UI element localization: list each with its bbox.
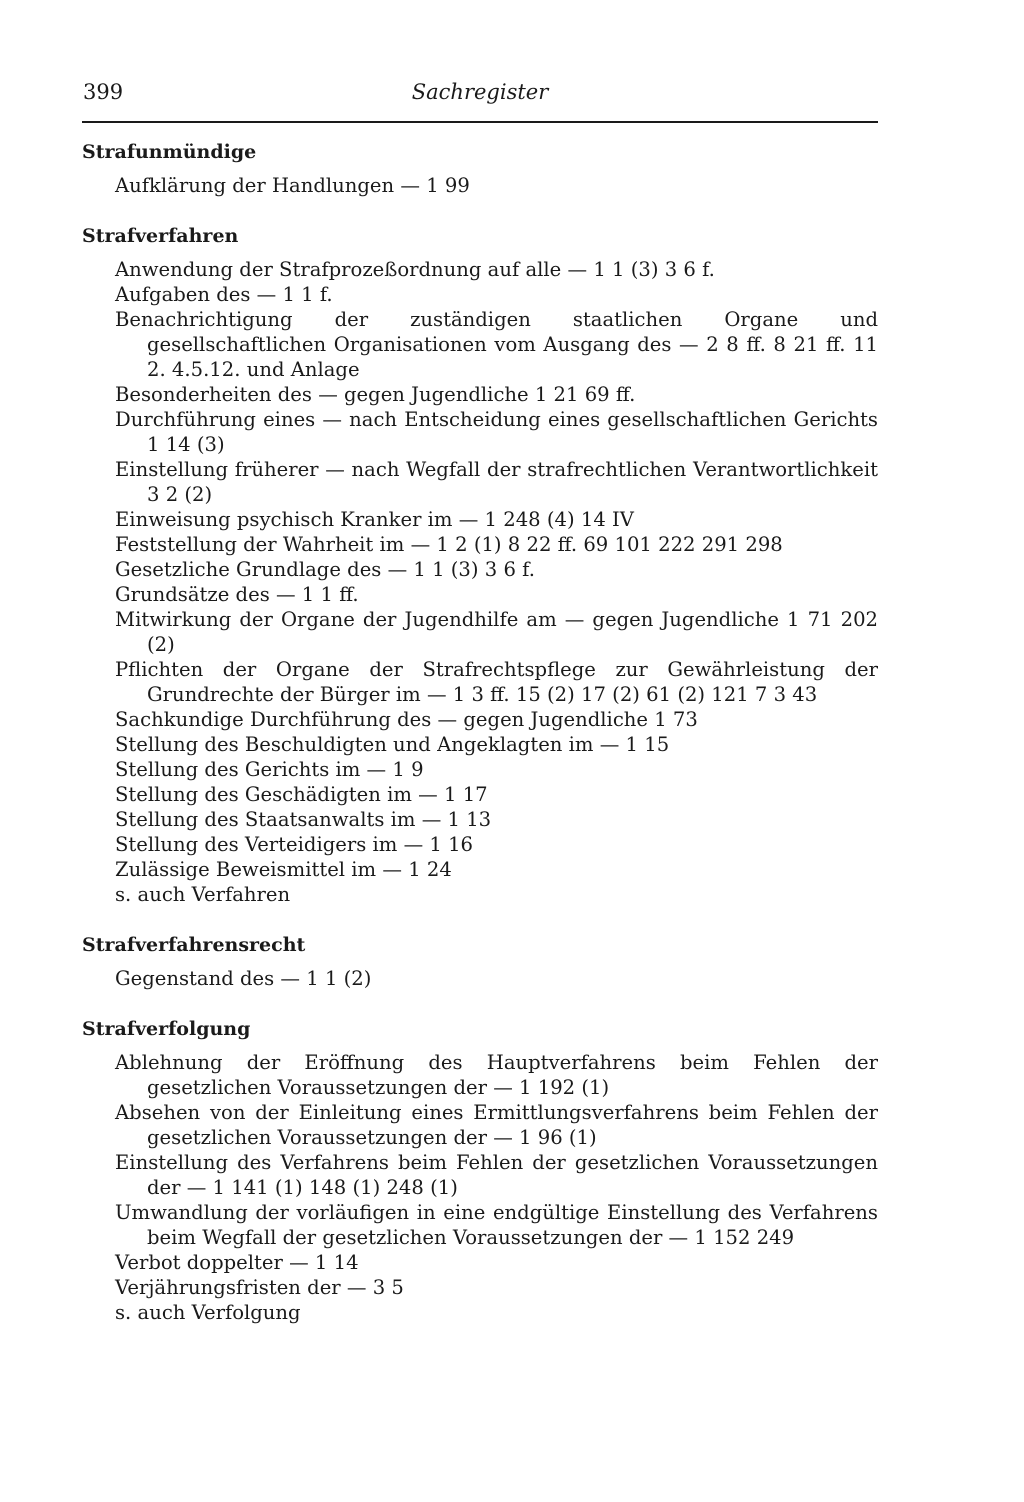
index-heading: Strafverfolgung (82, 1018, 251, 1040)
index-entry: s. auch Verfolgung (115, 1301, 301, 1324)
index-entry: s. auch Verfahren (115, 883, 291, 906)
index-entry: Sachkundige Durchführung des — gegen Jugendliche 1 73 (115, 708, 698, 731)
index-entry-list (82, 257, 878, 907)
index-heading: Strafverfahrensrecht (82, 934, 306, 956)
index-entry: Besonderheiten des — gegen Jugendliche 1 21 69 ff. (115, 383, 636, 406)
index-entry: Verbot doppelter — 1 14 (115, 1251, 359, 1274)
index-content (82, 140, 878, 1351)
index-entry: Zulässige Beweismittel im — 1 24 (115, 858, 452, 881)
index-entry: Ablehnung der Eröffnung des Hauptverfahrens beim Fehlen der gesetzlichen Voraussetzungen der — 1 192 (1) (115, 1051, 878, 1099)
index-entry-list (82, 1050, 878, 1325)
index-entry: Aufklärung der Handlungen — 1 99 (115, 174, 470, 197)
index-entry: Benachrichtigung der zuständigen staatlichen Organe und gesellschaftlichen Organisationen vom Ausgang des — 2 8 ff. 8 21 ff. 11 2. 4.5.12. und Anlage (115, 308, 878, 381)
index-entry: Pflichten der Organe der Strafrechtspflege zur Gewährleistung der Grundrechte der Bürger im — 1 3 ff. 15 (2) 17 (2) 61 (2) 121 7 3 43 (115, 658, 878, 706)
index-entry-list (82, 173, 878, 198)
index-entry: Einstellung des Verfahrens beim Fehlen der gesetzlichen Voraussetzungen der — 1 141 (1) 148 (1) 248 (1) (115, 1151, 878, 1199)
index-entry: Gegenstand des — 1 1 (2) (115, 967, 372, 990)
index-entry: Verjährungsfristen der — 3 5 (115, 1276, 404, 1299)
index-entry: Stellung des Verteidigers im — 1 16 (115, 833, 474, 856)
index-heading: Strafverfahren (82, 225, 239, 247)
page-number: 399 (83, 80, 124, 104)
index-heading: Strafunmündige (82, 141, 257, 163)
index-entry: Absehen von der Einleitung eines Ermittlungsverfahrens beim Fehlen der gesetzlichen Voraussetzungen der — 1 96 (1) (115, 1101, 878, 1149)
header-rule (82, 121, 878, 123)
index-entry: Grundsätze des — 1 1 ff. (115, 583, 359, 606)
index-entry: Stellung des Gerichts im — 1 9 (115, 758, 424, 781)
index-entry: Stellung des Beschuldigten und Angeklagten im — 1 15 (115, 733, 670, 756)
index-entry: Einstellung früherer — nach Wegfall der strafrechtlichen Verantwortlichkeit 3 2 (2) (115, 458, 878, 506)
index-entry: Gesetzliche Grundlage des — 1 1 (3) 3 6 f. (115, 558, 535, 581)
index-entry: Durchführung eines — nach Entscheidung eines gesellschaftlichen Gerichts 1 14 (3) (115, 408, 878, 456)
index-entry: Feststellung der Wahrheit im — 1 2 (1) 8 22 ff. 69 101 222 291 298 (115, 533, 783, 556)
index-entry: Stellung des Geschädigten im — 1 17 (115, 783, 488, 806)
index-entry: Umwandlung der vorläufigen in eine endgültige Einstellung des Verfahrens beim Wegfall der gesetzlichen Voraussetzungen der — 1 152 249 (115, 1201, 878, 1249)
index-entry: Mitwirkung der Organe der Jugendhilfe am — gegen Jugendliche 1 71 202 (2) (115, 608, 878, 656)
index-entry: Anwendung der Strafprozeßordnung auf alle — 1 1 (3) 3 6 f. (115, 258, 715, 281)
index-entry: Aufgaben des — 1 1 f. (115, 283, 333, 306)
running-title: Sachregister (411, 80, 549, 104)
index-entry: Einweisung psychisch Kranker im — 1 248 (4) 14 IV (115, 508, 634, 531)
index-entry: Stellung des Staatsanwalts im — 1 13 (115, 808, 492, 831)
index-entry-list (82, 966, 878, 991)
